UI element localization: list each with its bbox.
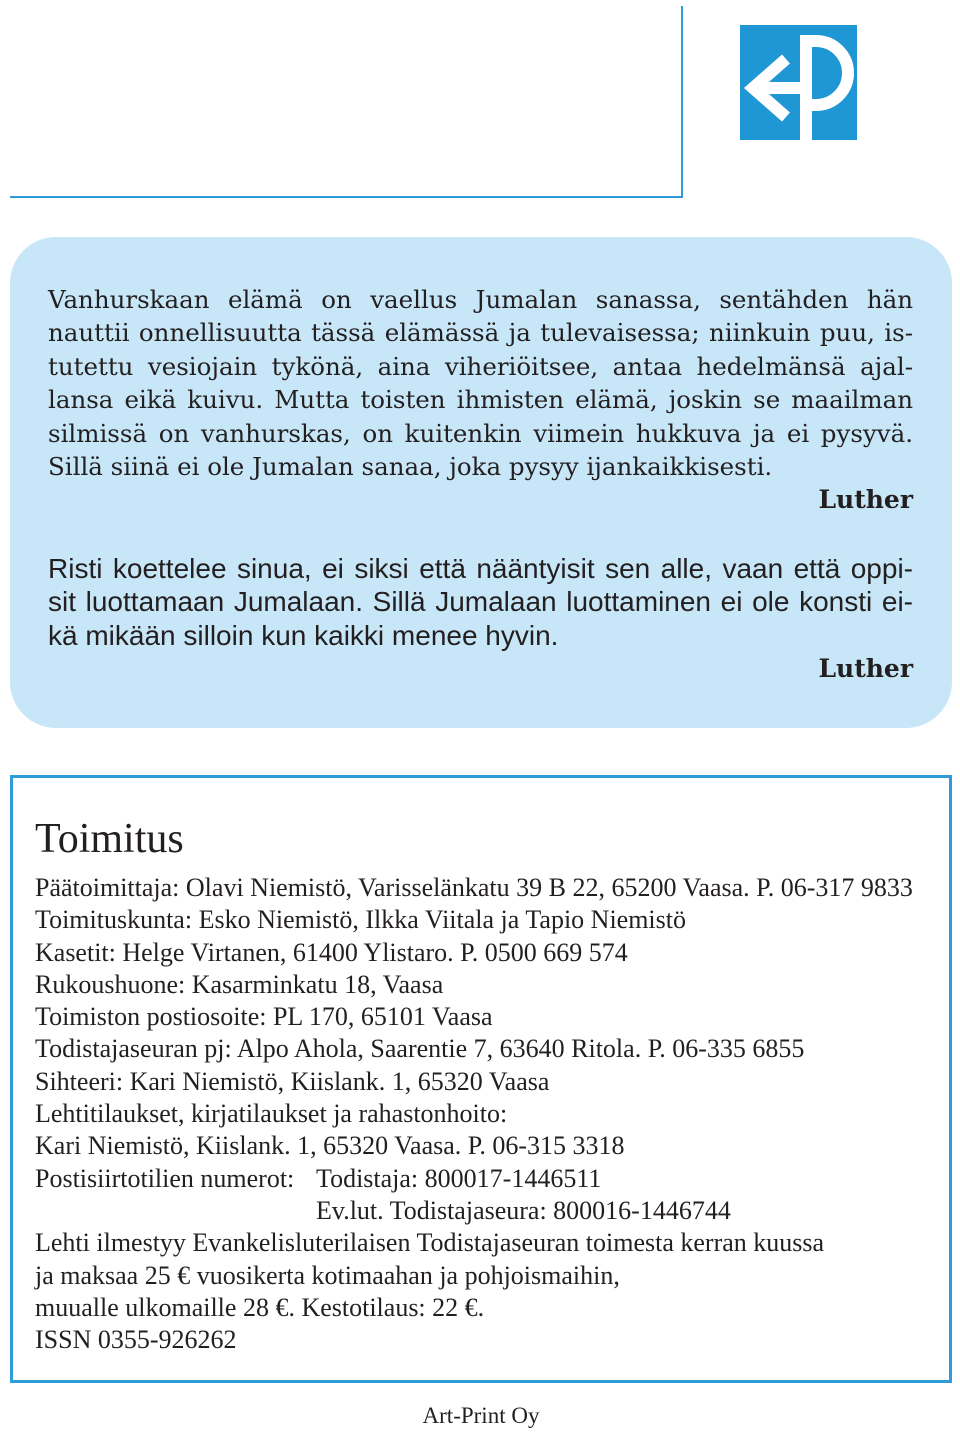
quotes <box>48 283 913 685</box>
printer-credit: Art-Print Oy <box>422 1403 540 1428</box>
giro-account: Ev.lut. Todistajaseura: 800016-1446744 <box>316 1195 731 1225</box>
editorial-line: ISSN 0355-926262 <box>35 1325 237 1355</box>
quote-2 <box>48 552 913 686</box>
editorial-line: Todistajaseuran pj: Alpo Ahola, Saarentie 7, 63640 Ritola. P. 06-335 6855 <box>35 1034 805 1064</box>
quote-line: kä mikään silloin kun kaikki menee hyvin. <box>48 619 559 651</box>
quote-line: Vanhurskaan elämä on vaellus Jumalan sanassa, sentähden hän <box>48 285 913 314</box>
quote-line: lansa eikä kuivu. Mutta toisten ihmisten elämä, joskin se maailman <box>48 385 913 415</box>
quote-line: sit luottamaan Jumalaan. Sillä Jumalaan luottaminen ei ole konsti ei- <box>48 586 913 618</box>
quote-attribution: Luther <box>818 485 913 515</box>
quote-attribution: Luther <box>818 654 913 684</box>
editorial-box <box>10 775 952 1383</box>
giro-label: Postisiirtotilien numerot: <box>35 1163 295 1193</box>
quote-1 <box>48 283 913 517</box>
giro-accounts-row <box>35 1163 913 1195</box>
editorial-line: muualle ulkomaille 28 €. Kestotilaus: 22 €. <box>35 1292 485 1322</box>
giro-account: Todistaja: 800017-1446511 <box>316 1163 602 1193</box>
corner-rule-horizontal <box>10 196 683 198</box>
ep-arrow-logo-icon <box>740 25 857 140</box>
giro-accounts-row <box>35 1195 913 1227</box>
editorial-line: Rukoushuone: Kasarminkatu 18, Vaasa <box>35 969 444 999</box>
editorial-line: Sihteeri: Kari Niemistö, Kiislank. 1, 65320 Vaasa <box>35 1066 550 1096</box>
editorial-line: Lehtitilaukset, kirjatilaukset ja rahastonhoito: <box>35 1099 508 1129</box>
editorial-line: Kasetit: Helge Virtanen, 61400 Ylistaro. P. 0500 669 574 <box>35 937 628 967</box>
editorial-details <box>35 872 913 1356</box>
quote-line: Risti koettelee sinua, ei siksi että nääntyisit sen alle, vaan että oppi- <box>48 552 913 584</box>
editorial-heading: Toimitus <box>35 816 184 862</box>
quote-line: nauttii onnellisuutta tässä elämässä ja tulevaisessa; niinkuin puu, is- <box>48 318 913 348</box>
editorial-line: Toimituskunta: Esko Niemistö, Ilkka Viitala ja Tapio Niemistö <box>35 905 686 935</box>
corner-rule-vertical <box>681 6 683 198</box>
quote-line: tutettu vesiojain tykönä, aina viheriöitsee, antaa hedelmänsä ajal- <box>48 351 913 381</box>
quote-line: silmissä on vanhurskas, on kuitenkin viimein hukkuva ja ei pysyvä. <box>48 418 913 448</box>
editorial-line: Kari Niemistö, Kiislank. 1, 65320 Vaasa. P. 06-315 3318 <box>35 1131 625 1161</box>
publisher-logo <box>740 25 857 140</box>
quote-line: Sillä siinä ei ole Jumalan sanaa, joka pysyy ijankaikkisesti. <box>48 452 773 482</box>
editorial-line: Lehti ilmestyy Evankelisluterilaisen Todistajaseuran toimesta kerran kuussa <box>35 1228 825 1258</box>
editorial-line: Toimiston postiosoite: PL 170, 65101 Vaasa <box>35 1002 493 1032</box>
editorial-line: ja maksaa 25 € vuosikerta kotimaahan ja pohjoismaihin, <box>35 1260 620 1290</box>
editorial-line: Päätoimittaja: Olavi Niemistö, Varisselänkatu 39 B 22, 65200 Vaasa. P. 06-317 9833 <box>35 873 913 902</box>
